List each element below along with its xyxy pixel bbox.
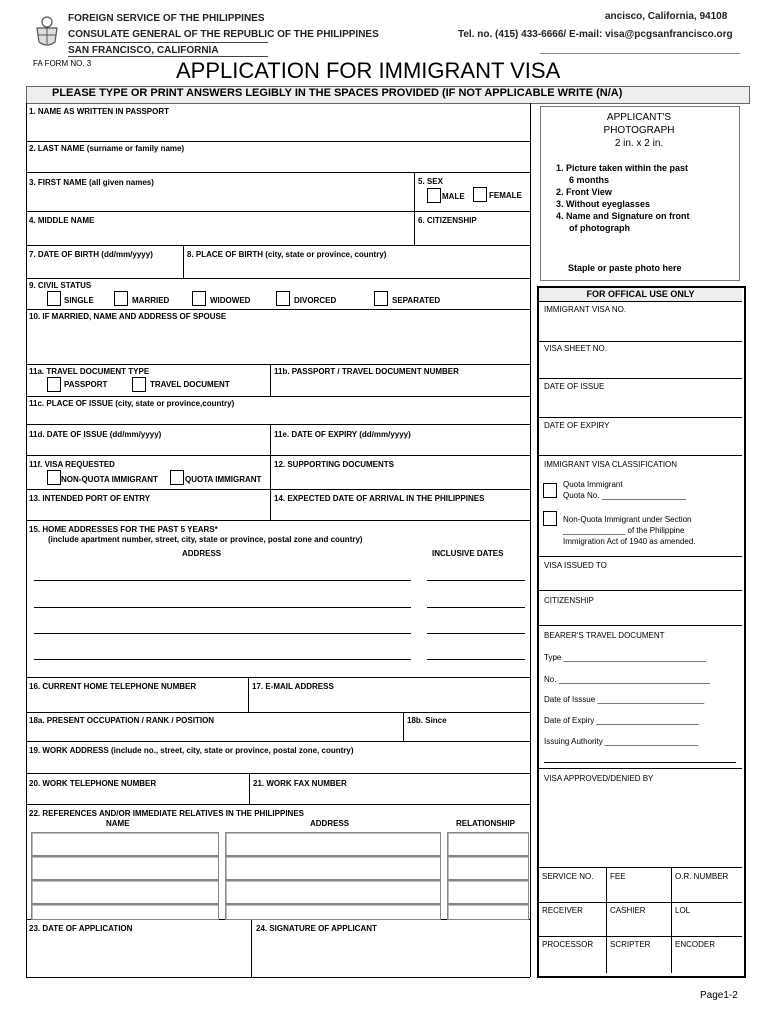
label-date-of-expiry: 11e. DATE OF EXPIRY (dd/mm/yyyy): [274, 430, 411, 439]
label-work-fax: 21. WORK FAX NUMBER: [253, 779, 347, 788]
label-divorced: DIVORCED: [294, 296, 337, 305]
label-inclusive-dates: INCLUSIVE DATES: [432, 549, 504, 558]
label-female: FEMALE: [489, 191, 522, 200]
official-type: Type ________________________________: [544, 653, 706, 662]
official-divider: [671, 867, 672, 973]
label-non-quota: NON-QUOTA IMMIGRANT: [61, 475, 158, 484]
label-email: 17. E-MAIL ADDRESS: [252, 682, 334, 691]
label-travel-doc-type: 11a. TRAVEL DOCUMENT TYPE: [29, 367, 150, 376]
single-checkbox[interactable]: [47, 291, 61, 306]
official-quota-immigrant: Quota Immigrant: [563, 480, 623, 489]
photo-title-2: PHOTOGRAPH: [603, 125, 675, 136]
official-lol: LOL: [675, 906, 691, 915]
label-name-in-passport: 1. NAME AS WRITTEN IN PASSPORT: [29, 107, 170, 116]
official-nonquota-2: ______________ of the Philippine: [563, 526, 685, 535]
official-cashier: CASHIER: [610, 906, 646, 915]
label-home-phone: 16. CURRENT HOME TELEPHONE NUMBER: [29, 682, 197, 691]
reference-name-2[interactable]: [31, 856, 219, 880]
label-quota: QUOTA IMMIGRANT: [185, 475, 262, 484]
reference-address-3[interactable]: [225, 880, 441, 904]
rule: [26, 424, 530, 425]
label-citizenship: 6. CITIZENSHIP: [418, 216, 477, 225]
label-sex: 5. SEX: [418, 177, 443, 186]
divider: [414, 172, 415, 245]
travel-document-checkbox[interactable]: [132, 377, 146, 392]
rule: [26, 364, 530, 365]
official-rule: [539, 768, 742, 769]
official-issued-to: VISA ISSUED TO: [544, 561, 607, 570]
rule: [26, 712, 530, 713]
photo-req-2: 2. Front View: [556, 187, 612, 197]
date-of-issue-input[interactable]: [30, 441, 266, 454]
label-home-addresses: 15. HOME ADDRESSES FOR THE PAST 5 YEARS*: [29, 525, 218, 534]
reference-relationship-1[interactable]: [447, 832, 529, 856]
photo-req-1b: 6 months: [569, 175, 610, 185]
label-port-of-entry: 13. INTENDED PORT OF ENTRY: [29, 494, 151, 503]
first-name-input[interactable]: [30, 190, 410, 208]
divorced-checkbox[interactable]: [276, 291, 290, 306]
reference-name-4[interactable]: [31, 904, 219, 920]
dates-line-1[interactable]: [427, 580, 525, 581]
reference-address-2[interactable]: [225, 856, 441, 880]
label-work-phone: 20. WORK TELEPHONE NUMBER: [29, 779, 157, 788]
rule: [26, 309, 530, 310]
dates-line-3[interactable]: [427, 633, 525, 634]
label-arrival-date: 14. EXPECTED DATE OF ARRIVAL IN THE PHILIPPINES: [274, 494, 485, 503]
official-approved: VISA APPROVED/DENIED BY: [544, 774, 654, 783]
divider: [251, 919, 252, 977]
label-last-name: 2. LAST NAME (surname or family name): [29, 144, 185, 153]
label-passport-number: 11b. PASSPORT / TRAVEL DOCUMENT NUMBER: [274, 367, 459, 376]
divider: [403, 712, 404, 741]
official-rule: [539, 936, 742, 937]
reference-relationship-3[interactable]: [447, 880, 529, 904]
married-checkbox[interactable]: [114, 291, 128, 306]
label-date-of-application: 23. DATE OF APPLICATION: [29, 924, 133, 933]
date-of-application-input[interactable]: [30, 936, 248, 974]
official-fee: FEE: [610, 872, 626, 881]
official-date-of-issue: Date of Isssue ________________________: [544, 695, 705, 704]
divider: [270, 364, 271, 396]
rule: [26, 977, 530, 978]
photo-size: 2 in. x 2 in.: [614, 138, 664, 149]
form-left-border: [26, 103, 27, 977]
spouse-input[interactable]: [30, 324, 526, 362]
label-place-of-issue: 11c. PLACE OF ISSUE (city, state or province,country): [29, 399, 235, 408]
photo-staple: Staple or paste photo here: [568, 263, 682, 273]
label-occupation: 18a. PRESENT OCCUPATION / RANK / POSITION: [29, 716, 215, 725]
header-contact: Tel. no. (415) 433-6666/ E-mail: visa@pcgsanfrancisco.org: [458, 29, 733, 40]
label-address-column: ADDRESS: [182, 549, 222, 558]
seal-logo: [33, 14, 61, 48]
last-name-input[interactable]: [30, 155, 526, 170]
place-of-issue-input[interactable]: [30, 410, 526, 423]
divider: [270, 424, 271, 520]
rule: [26, 520, 530, 521]
official-quota-checkbox[interactable]: [543, 483, 557, 498]
official-visa-no: IMMIGRANT VISA NO.: [544, 305, 627, 314]
passport-checkbox[interactable]: [47, 377, 61, 392]
place-of-birth-input[interactable]: [188, 261, 526, 276]
page-number: Page1-2: [700, 990, 738, 1001]
official-classification: IMMIGRANT VISA CLASSIFICATION: [544, 460, 678, 469]
label-single: SINGLE: [64, 296, 94, 305]
rule: [26, 489, 530, 490]
official-issuing: Issuing Authority _____________________: [544, 737, 699, 746]
rule: [26, 396, 530, 397]
official-no: No. __________________________________: [544, 675, 710, 684]
form-number: FA FORM NO. 3: [33, 59, 92, 68]
photo-title-1: APPLICANT'S: [606, 112, 672, 123]
header-agency: FOREIGN SERVICE OF THE PHILIPPINES: [68, 13, 265, 24]
rule: [26, 455, 530, 456]
home-phone-input[interactable]: [30, 694, 244, 710]
rule: [26, 677, 530, 678]
official-bearer: BEARER'S TRAVEL DOCUMENT: [544, 631, 665, 640]
header-contact-underline: [540, 53, 740, 54]
rule: [26, 141, 530, 142]
header-city: SAN FRANCISCO, CALIFORNIA: [68, 45, 219, 56]
official-issuing-line: [544, 762, 736, 763]
label-signature: 24. SIGNATURE OF APPLICANT: [256, 924, 377, 933]
rule: [26, 172, 530, 173]
reference-name-3[interactable]: [31, 880, 219, 904]
label-home-addresses-sub: (include apartment number, street, city, state or province, postal zone and country): [48, 535, 363, 544]
citizenship-input[interactable]: [418, 227, 526, 243]
label-male: MALE: [442, 192, 465, 201]
divider: [183, 245, 184, 278]
label-date-of-issue: 11d. DATE OF ISSUE (dd/mm/yyyy): [29, 430, 162, 439]
official-rule: [539, 867, 742, 868]
reference-relationship-4[interactable]: [447, 904, 529, 920]
photo-req-1: 1. Picture taken within the past: [556, 163, 689, 173]
official-rule: [539, 625, 742, 626]
official-processor: PROCESSOR: [542, 940, 594, 949]
photo-req-4b: of photograph: [569, 223, 630, 233]
reference-relationship-2[interactable]: [447, 856, 529, 880]
address-line-1[interactable]: [34, 580, 411, 581]
reference-address-1[interactable]: [225, 832, 441, 856]
official-rule: [539, 455, 742, 456]
label-travel-document: TRAVEL DOCUMENT: [150, 380, 230, 389]
rule: [26, 804, 530, 805]
label-date-of-birth: 7. DATE OF BIRTH (dd/mm/yyyy): [29, 250, 153, 259]
rule: [26, 773, 530, 774]
header-consulate: CONSULATE GENERAL OF THE REPUBLIC OF THE PHILIPPINES: [68, 29, 379, 40]
address-line-3[interactable]: [34, 633, 411, 634]
female-checkbox[interactable]: [473, 187, 487, 202]
middle-name-input[interactable]: [30, 227, 410, 243]
signature-area[interactable]: [256, 936, 526, 974]
official-sheet-no: VISA SHEET NO.: [544, 344, 607, 353]
address-line-4[interactable]: [34, 659, 411, 660]
label-address-column-2: ADDRESS: [310, 819, 350, 828]
name-in-passport-input[interactable]: [30, 120, 526, 138]
work-address-input[interactable]: [30, 758, 526, 772]
date-of-birth-input[interactable]: [30, 261, 180, 276]
official-encoder: ENCODER: [675, 940, 716, 949]
label-first-name: 3. FIRST NAME (all given names): [29, 178, 154, 187]
header-underline: [68, 42, 268, 43]
official-service-no: SERVICE NO.: [542, 872, 594, 881]
official-rule: [539, 417, 742, 418]
official-rule: [539, 902, 742, 903]
label-married: MARRIED: [132, 296, 170, 305]
port-of-entry-input[interactable]: [30, 505, 266, 518]
official-citizenship: CITIZENSHIP: [544, 596, 594, 605]
official-title: FOR OFFICAL USE ONLY: [586, 289, 695, 299]
form-title: APPLICATION FOR IMMIGRANT VISA: [176, 58, 561, 83]
header-underline-2: [68, 56, 268, 57]
label-widowed: WIDOWED: [210, 296, 251, 305]
rule: [26, 278, 530, 279]
header-address: ancisco, California, 94108: [605, 11, 728, 22]
official-receiver: RECEIVER: [542, 906, 583, 915]
official-nonquota-1: Non-Quota Immigrant under Section: [563, 515, 692, 524]
photo-req-3: 3. Without eyeglasses: [556, 199, 650, 209]
label-references: 22. REFERENCES AND/OR IMMEDIATE RELATIVES IN THE PHILIPPINES: [29, 809, 304, 818]
official-rule: [539, 556, 742, 557]
occupation-input[interactable]: [30, 727, 400, 740]
label-name-column: NAME: [106, 819, 130, 828]
label-passport: PASSPORT: [64, 380, 108, 389]
non-quota-checkbox[interactable]: [47, 470, 61, 485]
label-spouse: 10. IF MARRIED, NAME AND ADDRESS OF SPOUSE: [29, 312, 227, 321]
quota-checkbox[interactable]: [170, 470, 184, 485]
passport-number-input[interactable]: [274, 378, 526, 394]
divider: [248, 677, 249, 712]
label-work-address: 19. WORK ADDRESS (include no., street, city, state or province, postal zone, country): [29, 746, 354, 755]
form-right-border: [530, 103, 531, 977]
official-date-expiry: DATE OF EXPIRY: [544, 421, 610, 430]
dates-line-2[interactable]: [427, 607, 525, 608]
rule: [26, 741, 530, 742]
work-fax-input[interactable]: [253, 790, 526, 803]
male-checkbox[interactable]: [427, 188, 441, 203]
label-visa-requested: 11f. VISA REQUESTED: [29, 460, 115, 469]
official-nonquota-3: Immigration Act of 1940 as amended.: [563, 537, 696, 546]
official-or-number: O.R. NUMBER: [675, 872, 729, 881]
official-quota-no: Quota No. ___________________: [563, 491, 687, 500]
widowed-checkbox[interactable]: [192, 291, 206, 306]
work-phone-input[interactable]: [30, 790, 245, 803]
reference-name-1[interactable]: [31, 832, 219, 856]
instruction-text: PLEASE TYPE OR PRINT ANSWERS LEGIBLY IN THE SPACES PROVIDED (IF NOT APPLICABLE WRITE (N/A): [52, 87, 623, 99]
rule: [26, 211, 530, 212]
official-rule: [539, 341, 742, 342]
reference-address-4[interactable]: [225, 904, 441, 920]
official-scripter: SCRIPTER: [610, 940, 651, 949]
address-line-2[interactable]: [34, 607, 411, 608]
dates-line-4[interactable]: [427, 659, 525, 660]
photo-req-4: 4. Name and Signature on front: [556, 211, 690, 221]
label-relationship-column: RELATIONSHIP: [456, 819, 515, 828]
label-since: 18b. Since: [407, 716, 447, 725]
official-rule: [539, 590, 742, 591]
label-civil-status: 9. CIVIL STATUS: [29, 281, 92, 290]
divider: [249, 773, 250, 804]
arrival-date-input[interactable]: [274, 505, 526, 518]
label-supporting-docs: 12. SUPPORTING DOCUMENTS: [274, 460, 395, 469]
label-middle-name: 4. MIDDLE NAME: [29, 216, 95, 225]
date-of-expiry-input[interactable]: [274, 441, 526, 454]
official-nonquota-checkbox[interactable]: [543, 511, 557, 526]
since-input[interactable]: [407, 727, 526, 740]
rule: [26, 245, 530, 246]
official-date-of-expiry: Date of Expiry _______________________: [544, 716, 699, 725]
label-separated: SEPARATED: [392, 296, 441, 305]
email-input[interactable]: [252, 694, 526, 710]
label-place-of-birth: 8. PLACE OF BIRTH (city, state or province, country): [187, 250, 387, 259]
official-date-issue: DATE OF ISSUE: [544, 382, 605, 391]
official-rule: [539, 378, 742, 379]
official-divider: [606, 867, 607, 973]
separated-checkbox[interactable]: [374, 291, 388, 306]
